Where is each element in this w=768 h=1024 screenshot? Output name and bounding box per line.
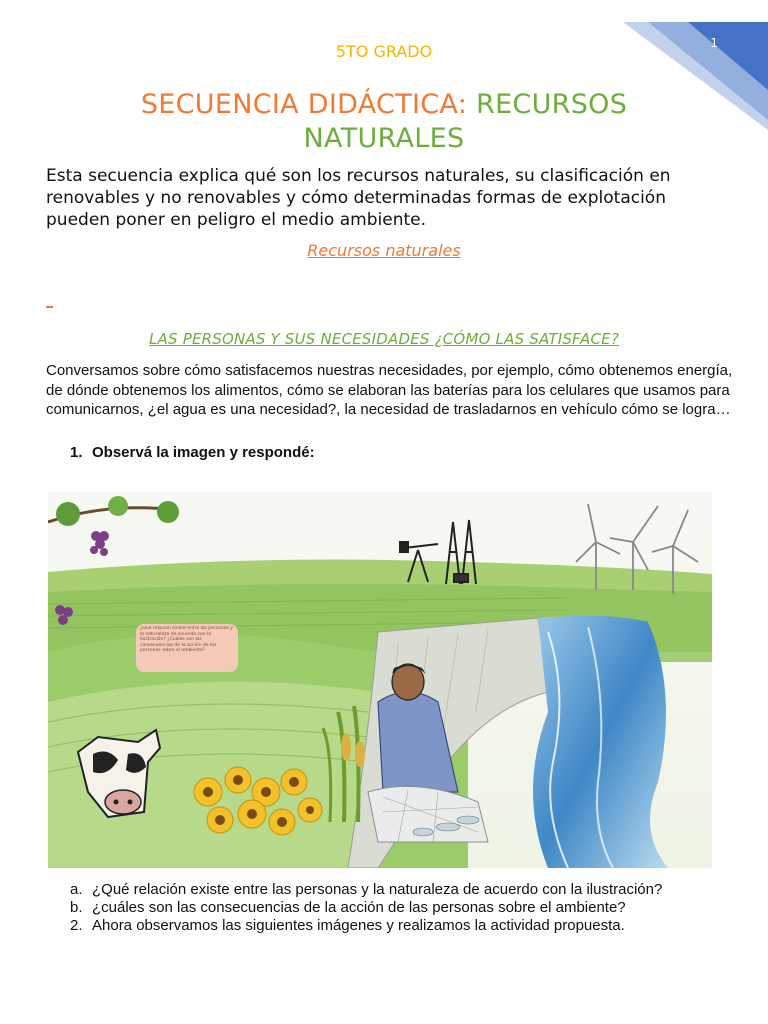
intro-paragraph: Conversamos sobre cómo satisfacemos nuestras necesidades, por ejemplo, cómo obtenemos energía, de dónde obtenemos los alimentos, cómo se elaboran las baterías para los celulares que usamos para comunicarnos, ¿el agua es una necesidad?, la necesidad de trasladarnos en vehículo cómo se logra… <box>46 362 733 418</box>
grade-label: 5TO GRADO <box>335 42 433 61</box>
list-marker: a. <box>70 881 83 898</box>
list-text: Ahora observamos las siguientes imágenes y realizamos la actividad propuesta. <box>92 917 625 934</box>
link-mark <box>46 306 53 308</box>
page-title <box>60 88 708 156</box>
list-text: ¿cuáles son las consecuencias de la acción de las personas sobre el ambiente? <box>92 899 626 916</box>
sub-questions-list <box>70 881 662 935</box>
question-1 <box>70 444 315 461</box>
question-1-text: Observá la imagen y respondé: <box>92 444 315 461</box>
page-number: 1 <box>710 36 718 50</box>
nature-illustration <box>48 492 712 868</box>
bubble-text: ¿Qué relación existe entre las personas y la naturaleza de acuerdo con la ilustración? ¿Cuáles son las consecuencias de la acción de las personas sobre el ambiente? <box>140 626 233 654</box>
list-item <box>70 917 662 935</box>
list-text: ¿Qué relación existe entre las personas y la naturaleza de acuerdo con la ilustración? <box>92 881 663 898</box>
title-part-1: SECUENCIA DIDÁCTICA: <box>140 89 468 120</box>
question-1-number: 1. <box>70 444 83 461</box>
list-marker: 2. <box>70 917 83 934</box>
list-item <box>70 899 662 917</box>
title-part-2: RECURSOS NATURALES <box>303 89 628 154</box>
section-heading: LAS PERSONAS Y SUS NECESIDADES ¿CÓMO LAS SATISFACE? <box>149 330 619 348</box>
intro-text: Esta secuencia explica qué son los recursos naturales, su clasificación en renovables y no renovables y cómo determinadas formas de explotación pueden poner en peligro el medio ambiente. <box>46 166 671 230</box>
list-marker: b. <box>70 899 83 916</box>
list-item <box>70 881 662 899</box>
recursos-naturales-link[interactable]: Recursos naturales <box>307 241 461 260</box>
